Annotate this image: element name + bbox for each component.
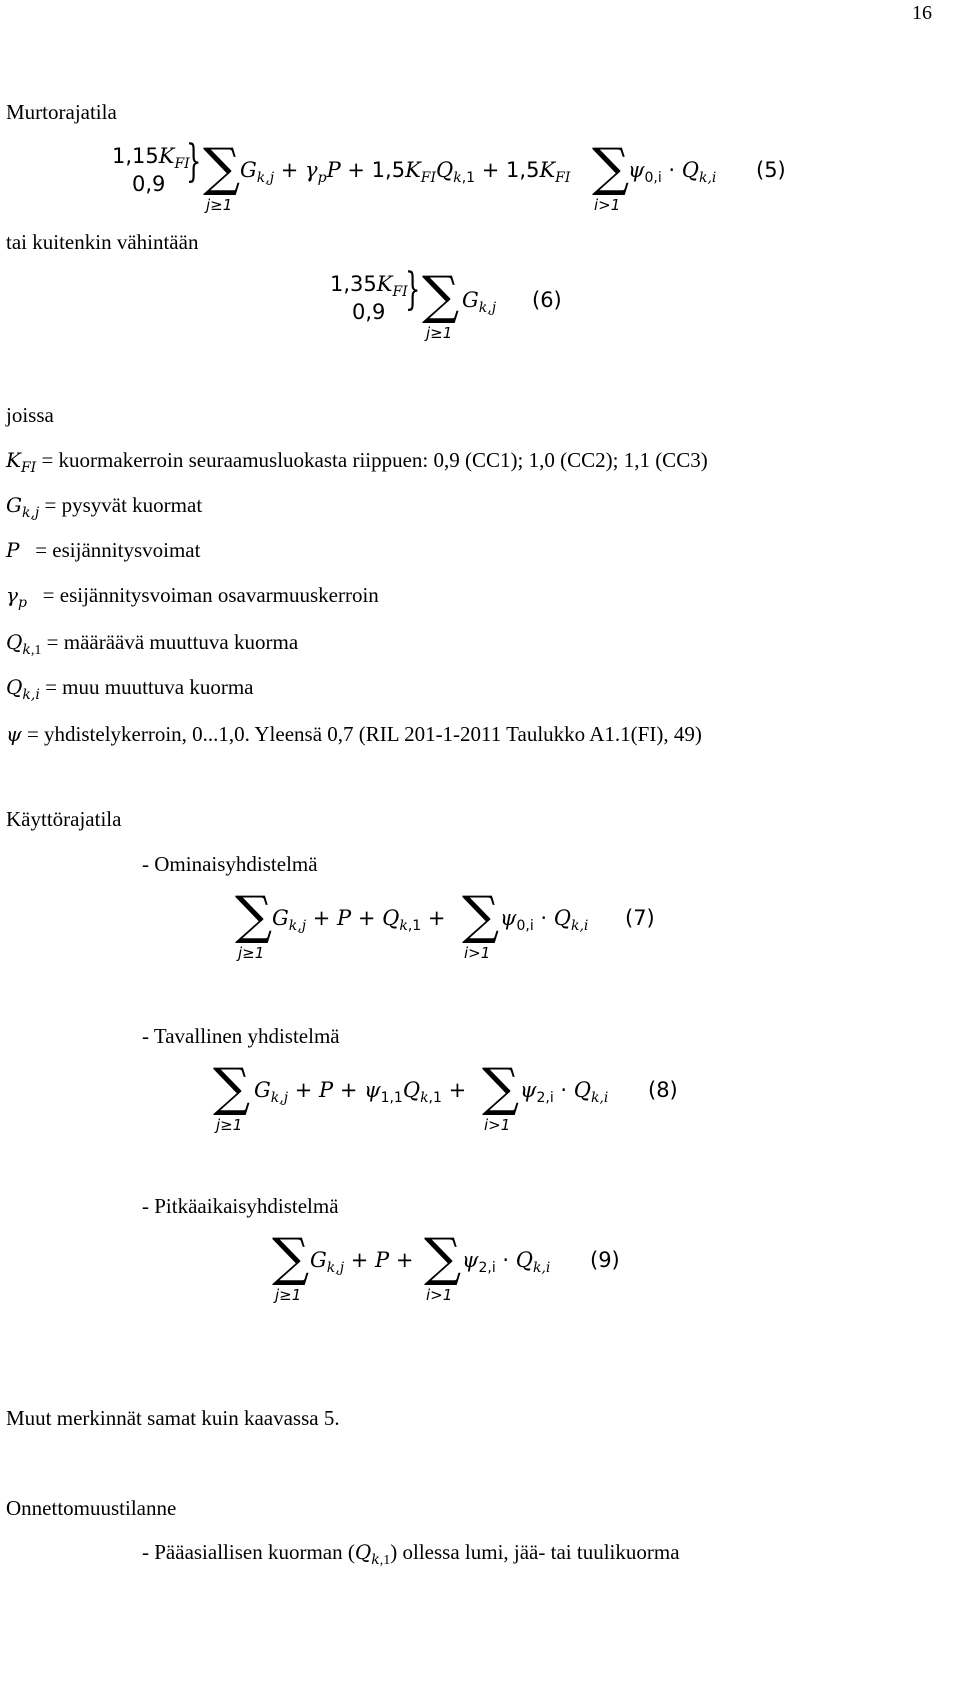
- text-other-notation: Muut merkinnät samat kuin kaavassa 5.: [6, 1406, 340, 1430]
- section-heading-ultimate: Murtorajatila: [6, 100, 117, 124]
- text-where: joissa: [6, 403, 54, 427]
- eq5-brace: }: [186, 136, 202, 187]
- definition-qki: $Q_{k,i}$ = muu muuttuva kuorma: [6, 675, 254, 703]
- eq9-number: (9): [590, 1248, 620, 1272]
- eq6-number: (6): [532, 288, 562, 312]
- combination-characteristic-label: - Ominaisyhdistelmä: [142, 852, 318, 876]
- eq9-body: $G_{k,j} + P$ +: [310, 1248, 414, 1276]
- eq7-sum-limit-1: j≥1: [238, 944, 265, 962]
- eq7-sum-limit-2: i>1: [464, 944, 491, 962]
- eq8-sum-limit-1: j≥1: [216, 1116, 243, 1134]
- eq7-number: (7): [625, 906, 655, 930]
- text-or-at-least: tai kuitenkin vähintään: [6, 230, 199, 254]
- eq6-body: $G_{k,j}$: [462, 288, 497, 316]
- eq8-sum-limit-2: i>1: [484, 1116, 511, 1134]
- eq9-sum-limit-1: j≥1: [275, 1286, 302, 1304]
- definition-gkj: $G_{k,j}$ = pysyvät kuormat: [6, 493, 203, 521]
- eq7-sum-symbol-1: ∑: [235, 886, 273, 946]
- section-heading-accidental: Onnettomuustilanne: [6, 1496, 177, 1520]
- eq5-sum-symbol-2: ∑: [592, 138, 630, 198]
- eq5-body: $G_{k,j} + \gamma_pP + 1,5K_{FI}Q_{k,1} + 1,5K_{FI}$: [240, 158, 571, 186]
- eq9-sum-limit-2: i>1: [426, 1286, 453, 1304]
- eq5-sum-limit-2: i>1: [594, 196, 621, 214]
- eq5-coefficient-top: $1,15K_{FI}$: [112, 144, 190, 172]
- eq6-coefficient-bottom: 0,9: [352, 300, 386, 324]
- accidental-item: - Pääasiallisen kuorman $(Q_{k,1})$ ollessa lumi, jää- tai tuulikuorma: [142, 1540, 680, 1568]
- definition-kfi: $K_{FI}$ = kuormakerroin seuraamusluokasta riippuen: 0,9 (CC1); 1,0 (CC2); 1,1 (CC3): [6, 448, 708, 476]
- eq7-body: $G_{k,j} + P + Q_{k,1}$ +: [272, 906, 446, 934]
- definition-psi: ψ = yhdistelykerroin, 0...1,0. Yleensä 0,7 (RIL 201-1-2011 Taulukko A1.1(FI), 49): [6, 722, 702, 746]
- eq7-tail: $\psi_{0,i} \cdot Q_{k,i}$: [500, 906, 589, 934]
- eq6-brace: }: [405, 264, 421, 315]
- definition-p: P = esijännitysvoimat: [6, 538, 201, 562]
- eq9-sum-symbol-1: ∑: [272, 1228, 310, 1288]
- eq6-sum-symbol: ∑: [422, 266, 460, 326]
- combination-quasi-permanent-label: - Pitkäaikaisyhdistelmä: [142, 1194, 339, 1218]
- eq8-sum-symbol-2: ∑: [482, 1058, 520, 1118]
- eq6-sum-limit: j≥1: [426, 324, 453, 342]
- eq5-tail: $\psi_{0,i} \cdot Q_{k,i}$: [628, 158, 717, 186]
- combination-frequent-label: - Tavallinen yhdistelmä: [142, 1024, 340, 1048]
- eq7-sum-symbol-2: ∑: [462, 886, 500, 946]
- eq8-tail: $\psi_{2,i} \cdot Q_{k,i}$: [520, 1078, 609, 1106]
- eq9-tail: $\psi_{2,i} \cdot Q_{k,i}$: [462, 1248, 551, 1276]
- eq8-body: $G_{k,j} + P + \psi_{1,1}Q_{k,1}$ +: [254, 1078, 467, 1106]
- definition-gamma-p: $\gamma_p$ = esijännitysvoiman osavarmuuskerroin: [6, 583, 379, 611]
- eq9-sum-symbol-2: ∑: [424, 1228, 462, 1288]
- eq5-number: (5): [756, 158, 786, 182]
- eq8-number: (8): [648, 1078, 678, 1102]
- eq5-sum-limit-1: j≥1: [206, 196, 233, 214]
- eq6-coefficient-top: $1,35K_{FI}$: [330, 272, 408, 300]
- eq8-sum-symbol-1: ∑: [213, 1058, 251, 1118]
- section-heading-serviceability: Käyttörajatila: [6, 807, 122, 831]
- definition-qk1: $Q_{k,1}$ = määräävä muuttuva kuorma: [6, 630, 299, 658]
- eq5-coefficient-bottom: 0,9: [132, 172, 166, 196]
- page-number: 16: [912, 2, 932, 24]
- eq5-sum-symbol-1: ∑: [203, 138, 241, 198]
